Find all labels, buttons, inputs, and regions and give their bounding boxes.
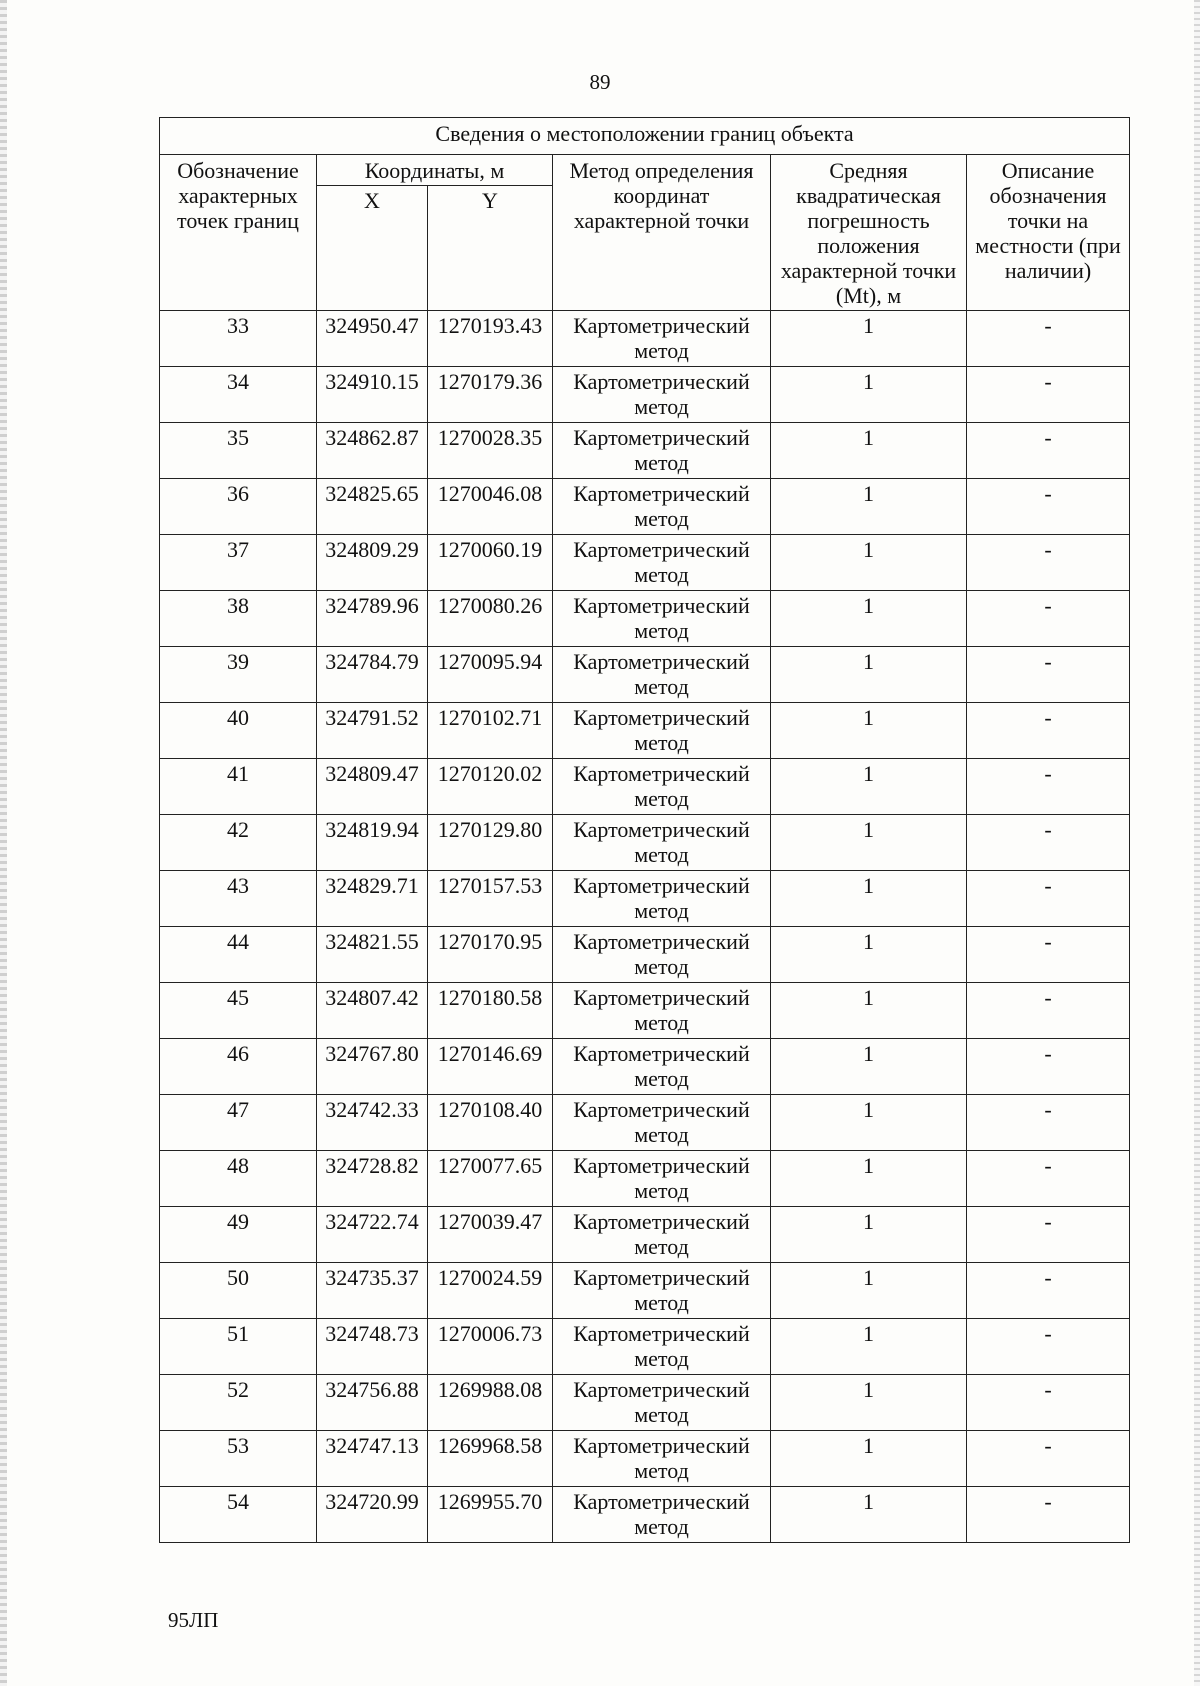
- header-coordinates: Координаты, м: [317, 155, 553, 186]
- cell-error: 1: [771, 1263, 967, 1319]
- cell-y: 1270028.35: [428, 423, 553, 479]
- cell-x: 324821.55: [317, 927, 428, 983]
- cell-y: 1270129.80: [428, 815, 553, 871]
- cell-y: 1270080.26: [428, 591, 553, 647]
- table-row: [160, 703, 1130, 759]
- cell-error: 1: [771, 1319, 967, 1375]
- cell-point: 49: [160, 1207, 317, 1263]
- cell-y: 1270024.59: [428, 1263, 553, 1319]
- cell-error: 1: [771, 535, 967, 591]
- cell-x: 324825.65: [317, 479, 428, 535]
- cell-error: 1: [771, 815, 967, 871]
- cell-point: 46: [160, 1039, 317, 1095]
- cell-error: 1: [771, 311, 967, 367]
- cell-method: Картометрический метод: [553, 1487, 771, 1543]
- table-row: [160, 1039, 1130, 1095]
- cell-description: -: [967, 983, 1130, 1039]
- cell-description: -: [967, 1095, 1130, 1151]
- table-row: [160, 367, 1130, 423]
- table-row: [160, 1487, 1130, 1543]
- cell-point: 33: [160, 311, 317, 367]
- cell-y: 1270179.36: [428, 367, 553, 423]
- header-y: Y: [428, 186, 553, 311]
- cell-y: 1270039.47: [428, 1207, 553, 1263]
- cell-x: 324748.73: [317, 1319, 428, 1375]
- cell-point: 45: [160, 983, 317, 1039]
- cell-description: -: [967, 479, 1130, 535]
- cell-y: 1269988.08: [428, 1375, 553, 1431]
- cell-x: 324807.42: [317, 983, 428, 1039]
- cell-description: -: [967, 1263, 1130, 1319]
- cell-point: 43: [160, 871, 317, 927]
- cell-description: -: [967, 1487, 1130, 1543]
- table-row: [160, 983, 1130, 1039]
- cell-method: Картометрический метод: [553, 1375, 771, 1431]
- cell-point: 37: [160, 535, 317, 591]
- cell-method: Картометрический метод: [553, 591, 771, 647]
- cell-description: -: [967, 1039, 1130, 1095]
- cell-description: -: [967, 1431, 1130, 1487]
- cell-error: 1: [771, 1095, 967, 1151]
- table-row: [160, 1263, 1130, 1319]
- cell-point: 54: [160, 1487, 317, 1543]
- header-description: Описание обозначения точки на местности (при наличии): [967, 155, 1130, 311]
- table-row: [160, 815, 1130, 871]
- table-row: [160, 927, 1130, 983]
- cell-method: Картометрический метод: [553, 535, 771, 591]
- cell-x: 324735.37: [317, 1263, 428, 1319]
- cell-error: 1: [771, 423, 967, 479]
- cell-error: 1: [771, 647, 967, 703]
- cell-error: 1: [771, 759, 967, 815]
- cell-y: 1270102.71: [428, 703, 553, 759]
- cell-description: -: [967, 591, 1130, 647]
- cell-x: 324722.74: [317, 1207, 428, 1263]
- cell-method: Картометрический метод: [553, 815, 771, 871]
- cell-error: 1: [771, 983, 967, 1039]
- scan-edge-right: [1194, 0, 1200, 1686]
- table-title: Сведения о местоположении границ объекта: [160, 118, 1130, 155]
- header-designation: Обозначение характерных точек границ: [160, 155, 317, 311]
- cell-y: 1269955.70: [428, 1487, 553, 1543]
- document-code: 95ЛП: [168, 1608, 219, 1632]
- cell-method: Картометрический метод: [553, 983, 771, 1039]
- table-row: [160, 591, 1130, 647]
- cell-method: Картометрический метод: [553, 1319, 771, 1375]
- cell-point: 34: [160, 367, 317, 423]
- cell-error: 1: [771, 927, 967, 983]
- table-row: [160, 311, 1130, 367]
- cell-description: -: [967, 311, 1130, 367]
- cell-error: 1: [771, 479, 967, 535]
- header-method: Метод определения координат характерной точки: [553, 155, 771, 311]
- cell-point: 50: [160, 1263, 317, 1319]
- cell-x: 324809.47: [317, 759, 428, 815]
- cell-description: -: [967, 535, 1130, 591]
- boundary-table: [159, 117, 1130, 1543]
- cell-point: 41: [160, 759, 317, 815]
- table-row: [160, 1375, 1130, 1431]
- cell-point: 44: [160, 927, 317, 983]
- cell-x: 324720.99: [317, 1487, 428, 1543]
- cell-method: Картометрический метод: [553, 647, 771, 703]
- cell-description: -: [967, 927, 1130, 983]
- cell-y: 1270146.69: [428, 1039, 553, 1095]
- cell-method: Картометрический метод: [553, 367, 771, 423]
- cell-description: -: [967, 1207, 1130, 1263]
- cell-y: 1270157.53: [428, 871, 553, 927]
- table-row: [160, 1095, 1130, 1151]
- cell-point: 39: [160, 647, 317, 703]
- table-row: [160, 647, 1130, 703]
- cell-method: Картометрический метод: [553, 1431, 771, 1487]
- table-row: [160, 871, 1130, 927]
- cell-x: 324862.87: [317, 423, 428, 479]
- cell-description: -: [967, 367, 1130, 423]
- cell-description: -: [967, 423, 1130, 479]
- cell-description: -: [967, 1319, 1130, 1375]
- cell-x: 324728.82: [317, 1151, 428, 1207]
- header-x: X: [317, 186, 428, 311]
- table-row: [160, 1207, 1130, 1263]
- table-body: [160, 311, 1130, 1543]
- cell-y: 1270180.58: [428, 983, 553, 1039]
- cell-point: 42: [160, 815, 317, 871]
- table-row: [160, 423, 1130, 479]
- cell-error: 1: [771, 1039, 967, 1095]
- cell-method: Картометрический метод: [553, 311, 771, 367]
- scan-edge-left: [0, 0, 7, 1686]
- table-row: [160, 1319, 1130, 1375]
- cell-description: -: [967, 871, 1130, 927]
- table-row: [160, 479, 1130, 535]
- cell-point: 40: [160, 703, 317, 759]
- table-row: [160, 1151, 1130, 1207]
- cell-method: Картометрический метод: [553, 423, 771, 479]
- cell-method: Картометрический метод: [553, 1263, 771, 1319]
- cell-point: 38: [160, 591, 317, 647]
- cell-error: 1: [771, 1151, 967, 1207]
- table-row: [160, 535, 1130, 591]
- header-error: Средняя квадратическая погрешность положения характерной точки (Mt), м: [771, 155, 967, 311]
- cell-x: 324910.15: [317, 367, 428, 423]
- cell-method: Картометрический метод: [553, 871, 771, 927]
- cell-point: 47: [160, 1095, 317, 1151]
- cell-point: 52: [160, 1375, 317, 1431]
- cell-x: 324791.52: [317, 703, 428, 759]
- cell-y: 1270095.94: [428, 647, 553, 703]
- cell-description: -: [967, 815, 1130, 871]
- cell-method: Картометрический метод: [553, 927, 771, 983]
- cell-y: 1270120.02: [428, 759, 553, 815]
- cell-y: 1270006.73: [428, 1319, 553, 1375]
- cell-error: 1: [771, 1207, 967, 1263]
- cell-error: 1: [771, 367, 967, 423]
- cell-description: -: [967, 1151, 1130, 1207]
- cell-description: -: [967, 703, 1130, 759]
- cell-x: 324809.29: [317, 535, 428, 591]
- cell-error: 1: [771, 1431, 967, 1487]
- table-row: [160, 759, 1130, 815]
- cell-error: 1: [771, 703, 967, 759]
- cell-method: Картометрический метод: [553, 1039, 771, 1095]
- cell-point: 51: [160, 1319, 317, 1375]
- cell-x: 324756.88: [317, 1375, 428, 1431]
- cell-x: 324950.47: [317, 311, 428, 367]
- cell-point: 35: [160, 423, 317, 479]
- cell-y: 1270077.65: [428, 1151, 553, 1207]
- cell-error: 1: [771, 1375, 967, 1431]
- table-row: [160, 1431, 1130, 1487]
- cell-x: 324767.80: [317, 1039, 428, 1095]
- cell-y: 1270108.40: [428, 1095, 553, 1151]
- cell-method: Картометрический метод: [553, 1207, 771, 1263]
- cell-error: 1: [771, 1487, 967, 1543]
- cell-y: 1270060.19: [428, 535, 553, 591]
- cell-x: 324742.33: [317, 1095, 428, 1151]
- cell-point: 48: [160, 1151, 317, 1207]
- cell-description: -: [967, 647, 1130, 703]
- cell-method: Картометрический метод: [553, 759, 771, 815]
- cell-x: 324784.79: [317, 647, 428, 703]
- cell-description: -: [967, 759, 1130, 815]
- cell-method: Картометрический метод: [553, 1095, 771, 1151]
- cell-x: 324789.96: [317, 591, 428, 647]
- cell-point: 53: [160, 1431, 317, 1487]
- cell-error: 1: [771, 871, 967, 927]
- cell-x: 324829.71: [317, 871, 428, 927]
- cell-method: Картометрический метод: [553, 479, 771, 535]
- cell-method: Картометрический метод: [553, 703, 771, 759]
- page-number: 89: [589, 70, 611, 94]
- cell-method: Картометрический метод: [553, 1151, 771, 1207]
- cell-y: 1270046.08: [428, 479, 553, 535]
- cell-x: 324819.94: [317, 815, 428, 871]
- cell-y: 1270170.95: [428, 927, 553, 983]
- cell-description: -: [967, 1375, 1130, 1431]
- cell-x: 324747.13: [317, 1431, 428, 1487]
- cell-y: 1269968.58: [428, 1431, 553, 1487]
- cell-point: 36: [160, 479, 317, 535]
- cell-error: 1: [771, 591, 967, 647]
- cell-y: 1270193.43: [428, 311, 553, 367]
